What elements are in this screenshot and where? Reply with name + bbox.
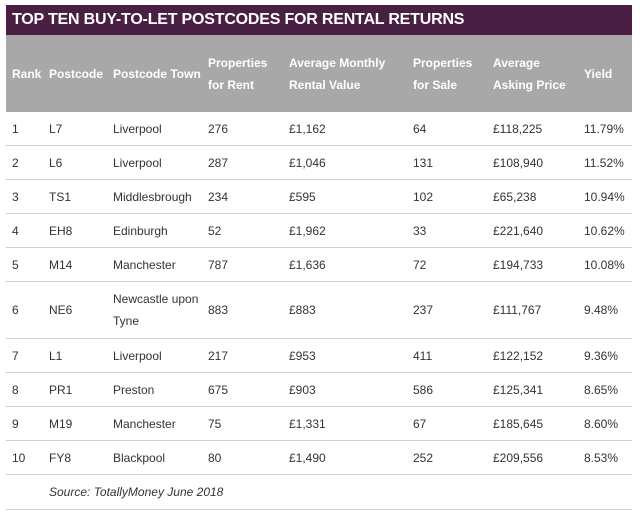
col-header-yield: Yield — [578, 35, 632, 112]
cell-rent: £595 — [283, 180, 407, 214]
cell-for-rent: 287 — [202, 146, 283, 180]
cell-rank: 1 — [6, 112, 43, 146]
cell-postcode: FY8 — [43, 441, 107, 475]
cell-rent: £883 — [283, 282, 407, 339]
source-spacer — [6, 475, 43, 510]
cell-town: Newcastle upon Tyne — [107, 282, 202, 339]
cell-postcode: EH8 — [43, 214, 107, 248]
cell-town: Liverpool — [107, 146, 202, 180]
table-row — [6, 407, 632, 441]
cell-town: Liverpool — [107, 112, 202, 146]
cell-rent: £1,331 — [283, 407, 407, 441]
source-note: Source: TotallyMoney June 2018 — [49, 485, 224, 499]
cell-for-rent: 75 — [202, 407, 283, 441]
cell-rent: £1,490 — [283, 441, 407, 475]
col-header-postcode: Postcode — [43, 35, 107, 112]
cell-for-sale: 237 — [407, 282, 487, 339]
cell-postcode: PR1 — [43, 373, 107, 407]
table-row — [6, 248, 632, 282]
cell-price: £118,225 — [487, 112, 578, 146]
cell-postcode: L7 — [43, 112, 107, 146]
cell-price: £125,341 — [487, 373, 578, 407]
cell-yield: 9.36% — [578, 339, 632, 373]
cell-for-rent: 234 — [202, 180, 283, 214]
cell-town: Middlesbrough — [107, 180, 202, 214]
cell-rank: 2 — [6, 146, 43, 180]
cell-price: £111,767 — [487, 282, 578, 339]
table-header-row — [6, 35, 632, 112]
table-row — [6, 373, 632, 407]
cell-postcode: TS1 — [43, 180, 107, 214]
col-header-for-sale: Properties for Sale — [407, 35, 487, 112]
cell-town: Preston — [107, 373, 202, 407]
cell-rent: £1,162 — [283, 112, 407, 146]
cell-postcode: L6 — [43, 146, 107, 180]
cell-rent: £903 — [283, 373, 407, 407]
cell-yield: 10.08% — [578, 248, 632, 282]
table-row — [6, 339, 632, 373]
source-row — [6, 475, 632, 510]
cell-rent: £953 — [283, 339, 407, 373]
cell-rank: 4 — [6, 214, 43, 248]
cell-for-rent: 787 — [202, 248, 283, 282]
cell-postcode: L1 — [43, 339, 107, 373]
cell-yield: 11.52% — [578, 146, 632, 180]
cell-yield: 8.65% — [578, 373, 632, 407]
cell-for-rent: 883 — [202, 282, 283, 339]
cell-rent: £1,636 — [283, 248, 407, 282]
col-header-for-rent: Properties for Rent — [202, 35, 283, 112]
cell-for-rent: 80 — [202, 441, 283, 475]
cell-for-sale: 586 — [407, 373, 487, 407]
cell-for-rent: 675 — [202, 373, 283, 407]
bottom-divider — [6, 509, 632, 510]
col-header-town: Postcode Town — [107, 35, 202, 112]
cell-rent: £1,962 — [283, 214, 407, 248]
col-header-price: Average Asking Price — [487, 35, 578, 112]
cell-rank: 8 — [6, 373, 43, 407]
cell-postcode: M14 — [43, 248, 107, 282]
cell-price: £108,940 — [487, 146, 578, 180]
table-row — [6, 180, 632, 214]
cell-rank: 5 — [6, 248, 43, 282]
cell-price: £221,640 — [487, 214, 578, 248]
cell-town: Blackpool — [107, 441, 202, 475]
cell-for-sale: 33 — [407, 214, 487, 248]
table-title: TOP TEN BUY-TO-LET POSTCODES FOR RENTAL RETURNS — [6, 5, 632, 35]
cell-town: Manchester — [107, 407, 202, 441]
cell-for-sale: 64 — [407, 112, 487, 146]
cell-town: Manchester — [107, 248, 202, 282]
cell-rank: 7 — [6, 339, 43, 373]
cell-town: Liverpool — [107, 339, 202, 373]
cell-postcode: M19 — [43, 407, 107, 441]
cell-for-rent: 52 — [202, 214, 283, 248]
cell-for-rent: 217 — [202, 339, 283, 373]
cell-town: Edinburgh — [107, 214, 202, 248]
postcodes-table — [6, 35, 632, 509]
cell-yield: 8.53% — [578, 441, 632, 475]
table-row — [6, 214, 632, 248]
cell-yield: 11.79% — [578, 112, 632, 146]
cell-for-sale: 411 — [407, 339, 487, 373]
cell-for-rent: 276 — [202, 112, 283, 146]
cell-price: £194,733 — [487, 248, 578, 282]
cell-price: £209,556 — [487, 441, 578, 475]
cell-yield: 9.48% — [578, 282, 632, 339]
cell-yield: 8.60% — [578, 407, 632, 441]
cell-rank: 3 — [6, 180, 43, 214]
col-header-rank: Rank — [6, 35, 43, 112]
cell-yield: 10.94% — [578, 180, 632, 214]
cell-price: £65,238 — [487, 180, 578, 214]
cell-for-sale: 102 — [407, 180, 487, 214]
cell-rent: £1,046 — [283, 146, 407, 180]
table-row — [6, 112, 632, 146]
cell-price: £122,152 — [487, 339, 578, 373]
cell-rank: 10 — [6, 441, 43, 475]
cell-for-sale: 252 — [407, 441, 487, 475]
cell-price: £185,645 — [487, 407, 578, 441]
cell-for-sale: 131 — [407, 146, 487, 180]
table-row — [6, 282, 632, 339]
cell-for-sale: 67 — [407, 407, 487, 441]
cell-yield: 10.62% — [578, 214, 632, 248]
cell-for-sale: 72 — [407, 248, 487, 282]
cell-postcode: NE6 — [43, 282, 107, 339]
table-row — [6, 441, 632, 475]
col-header-rent: Average Monthly Rental Value — [283, 35, 407, 112]
cell-rank: 6 — [6, 282, 43, 339]
table-row — [6, 146, 632, 180]
cell-rank: 9 — [6, 407, 43, 441]
